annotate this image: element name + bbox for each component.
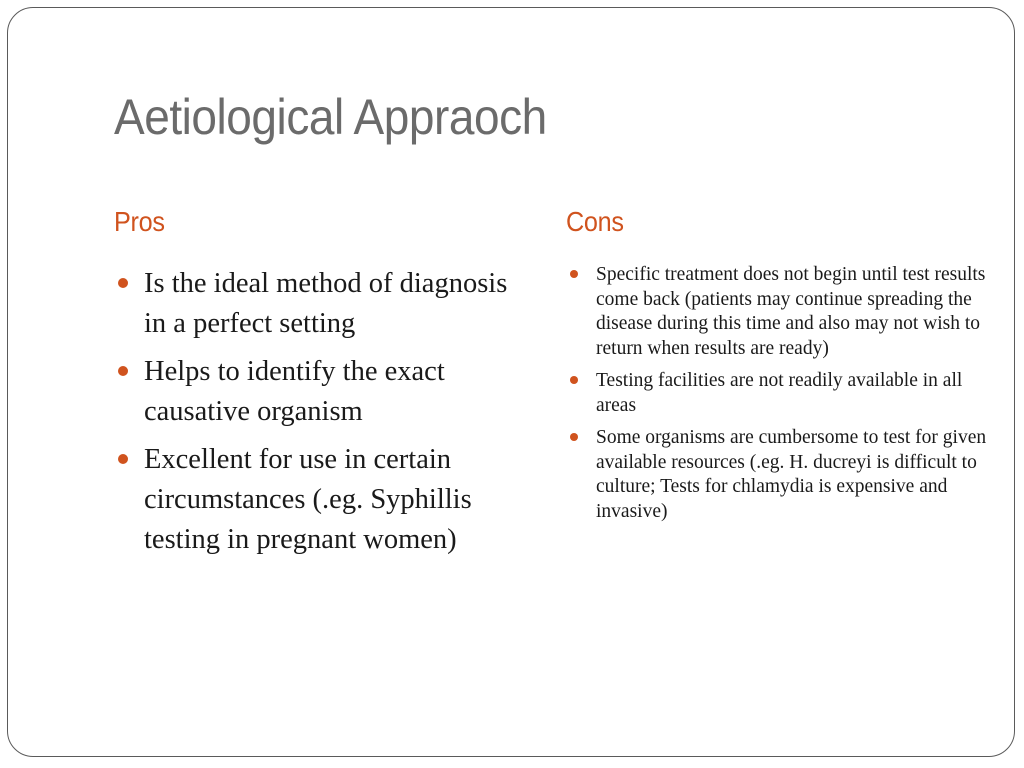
cons-item-text: Specific treatment does not begin until test results come back (patients may continue spreading the disease during this time and also may not wish to return when results are ready)	[596, 264, 986, 359]
cons-list	[596, 263, 996, 532]
pros-list	[144, 264, 524, 568]
bullet-icon	[570, 433, 578, 441]
pros-heading: Pros	[114, 206, 165, 237]
cons-item	[596, 426, 996, 524]
pros-item-text: Excellent for use in certain circumstances (.eg. Syphillis testing in pregnant women)	[144, 444, 472, 555]
bullet-icon	[118, 278, 128, 288]
bullet-icon	[570, 270, 578, 278]
cons-item	[596, 263, 996, 361]
cons-heading: Cons	[566, 206, 624, 237]
bullet-icon	[118, 366, 128, 376]
pros-item	[144, 352, 524, 432]
pros-item-text: Is the ideal method of diagnosis in a perfect setting	[144, 268, 508, 339]
pros-item	[144, 264, 524, 344]
bullet-icon	[118, 454, 128, 464]
pros-item	[144, 440, 524, 560]
slide-title: Aetiological Appraoch	[114, 89, 547, 145]
cons-item	[596, 369, 996, 418]
cons-item-text: Some organisms are cumbersome to test for given available resources (.eg. H. ducreyi is difficult to culture; Tests for chlamydia is expensive and invasive)	[596, 427, 987, 522]
cons-item-text: Testing facilities are not readily available in all areas	[596, 370, 963, 416]
bullet-icon	[570, 376, 578, 384]
pros-item-text: Helps to identify the exact causative organism	[144, 356, 445, 427]
slide	[7, 7, 1015, 757]
